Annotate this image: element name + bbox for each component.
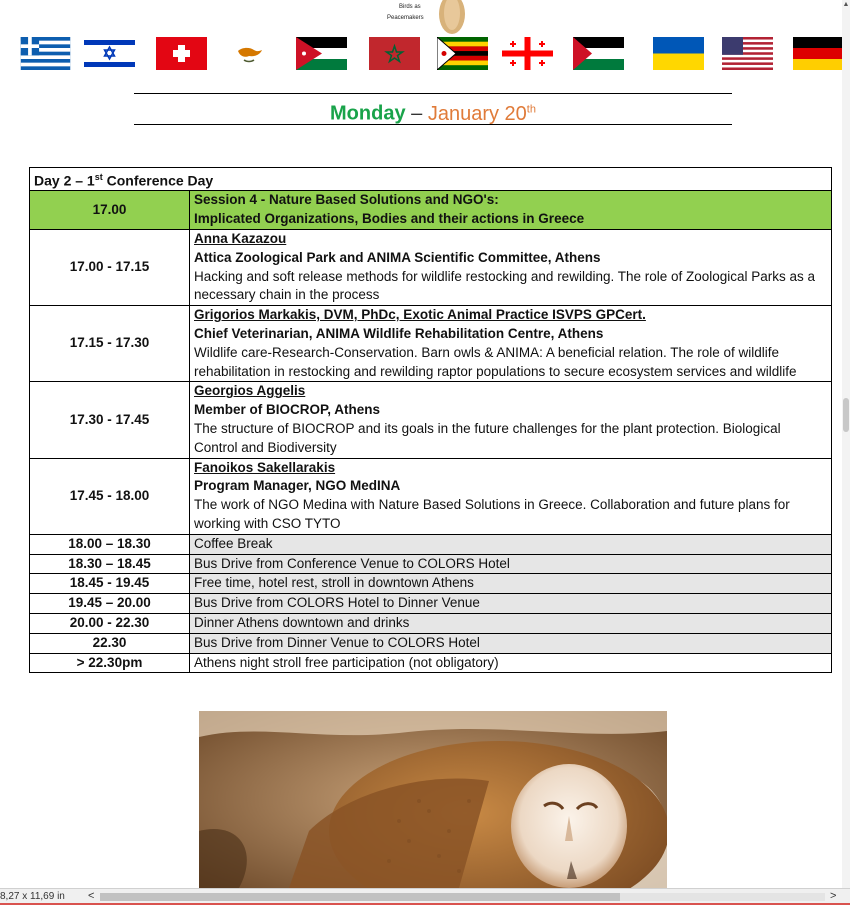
talk-details [190,458,832,534]
event-row [30,633,832,653]
israel-flag [84,37,135,70]
talk-time: 17.00 - 17.15 [30,230,190,306]
speaker-name: Fanoikos Sakellarakis [194,459,336,475]
barn-owl-photo [199,711,667,888]
speaker-name: Georgios Aggelis [194,383,306,399]
horizontal-scroll-thumb[interactable] [100,893,620,901]
day-header: Day 2 – 1st Conference Day [30,168,832,191]
talk-title: The work of NGO Medina with Nature Based Solutions in Greece. Collaboration and future plans for working with CSO TYTO [194,497,790,531]
scroll-right-icon[interactable]: > [830,890,837,902]
speaker-affiliation: Member of BIOCROP, Athens [194,402,381,418]
talk-row [30,458,832,534]
talk-row [30,382,832,458]
vertical-scrollbar[interactable] [842,0,850,888]
event-row [30,534,832,554]
event-time: 18.45 - 19.45 [30,574,190,594]
zimbabwe-flag [437,37,488,70]
talk-title: Hacking and soft release methods for wildlife restocking and rewilding. The role of Zoological Parks as a necessary chain in the process [194,268,816,303]
talk-row [30,230,832,306]
event-description: Athens night stroll free participation (not obligatory) [190,653,832,673]
event-time: 22.30 [30,633,190,653]
event-time: 18.30 – 18.45 [30,554,190,574]
speaker-affiliation: Chief Veterinarian, ANIMA Wildlife Rehabilitation Centre, Athens [194,326,604,342]
session-title: Session 4 - Nature Based Solutions and NGO's: Implicated Organizations, Bodies and their actions in Greece [190,191,832,230]
usa-flag [722,37,773,70]
scroll-up-icon[interactable]: ▲ [842,1,850,8]
scroll-left-icon[interactable]: < [88,890,95,902]
speaker-affiliation: Program Manager, NGO MedINA [194,478,401,494]
switzerland-flag [156,37,207,70]
speaker-affiliation: Attica Zoological Park and ANIMA Scientific Committee, Athens [194,249,601,265]
germany-flag [793,37,842,70]
talk-time: 17.15 - 17.30 [30,306,190,382]
event-row [30,613,832,633]
event-row [30,574,832,594]
greece-flag [20,37,71,70]
title-date: January 20th [427,102,536,125]
ukraine-flag [653,37,704,70]
event-description: Coffee Break [190,534,832,554]
talk-time: 17.30 - 17.45 [30,382,190,458]
session-row [30,191,832,230]
vertical-scroll-thumb[interactable] [843,398,849,432]
event-row [30,653,832,673]
page-size-label: 8,27 x 11,69 in [0,891,65,902]
palestine-flag [573,37,624,70]
page-title: Monday – January 20th [134,93,732,125]
event-time: 19.45 – 20.00 [30,594,190,614]
event-time: > 22.30pm [30,653,190,673]
day-header-row [30,168,832,191]
session-time: 17.00 [30,191,190,230]
jordan-flag [296,37,347,70]
title-day: Monday [330,102,406,125]
speaker-name: Grigorios Markakis, DVM, PhDc, Exotic Animal Practice ISVPS GPCert. [194,307,646,323]
cyprus-flag [224,37,275,70]
event-row [30,594,832,614]
event-description: Free time, hotel rest, stroll in downtown Athens [190,574,832,594]
talk-details [190,230,832,306]
schedule-table [29,167,832,673]
talk-details [190,382,832,458]
event-description: Bus Drive from Dinner Venue to COLORS Hotel [190,633,832,653]
morocco-flag [369,37,420,70]
event-description: Bus Drive from Conference Venue to COLORS Hotel [190,554,832,574]
event-row [30,554,832,574]
talk-details [190,306,832,382]
georgia-flag [502,37,553,70]
event-time: 20.00 - 22.30 [30,613,190,633]
talk-time: 17.45 - 18.00 [30,458,190,534]
talk-title: The structure of BIOCROP and its goals in the future challenges for the plant protection. Biological Control and Biodiversity [194,421,781,455]
event-time: 18.00 – 18.30 [30,534,190,554]
speaker-name: Anna Kazazou [194,231,287,247]
status-bar [0,888,850,905]
birds-as-peacemakers-logo: Birds as Peacemakers [387,0,467,34]
event-description: Bus Drive from COLORS Hotel to Dinner Venue [190,594,832,614]
event-description: Dinner Athens downtown and drinks [190,613,832,633]
talk-row [30,306,832,382]
talk-title: Wildlife care-Research-Conservation. Barn owls & ANIMA: A beneficial relation. The role of wildlife rehabilitation in restocking and rewilding raptor populations to secure ecosystem services and wildlife [194,344,797,379]
